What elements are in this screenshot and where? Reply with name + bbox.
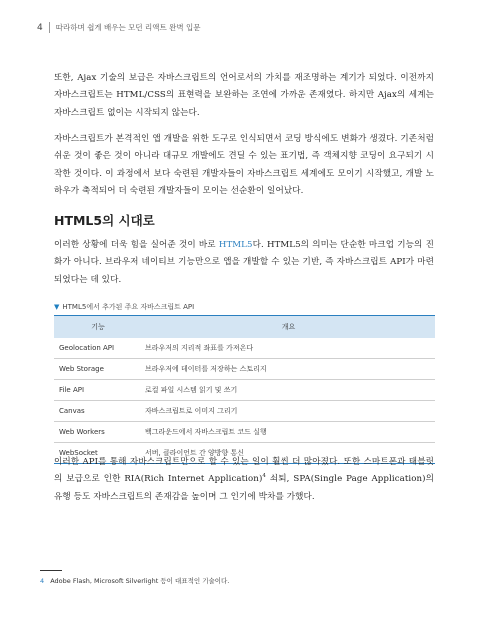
table-row xyxy=(54,401,435,422)
triangle-down-icon: ▼ xyxy=(54,303,60,311)
footnote-divider xyxy=(40,570,62,571)
table-cell-feature: Web Storage xyxy=(54,359,142,380)
paragraph-html5 xyxy=(54,237,434,289)
p3-text-after: 다. HTML5의 의미는 단순한 마크업 기능의 진화가 아니다. 브라우저 네이티브 기능만으로 앱을 개발할 수 있는 기반, 즉 자바스크립트 API가 마련되었다는 데 있다. xyxy=(54,240,434,285)
running-header xyxy=(37,22,200,33)
paragraph-ajax: 또한, Ajax 기술의 보급은 자바스크립트의 언어로서의 가치를 재조명하는 계기가 되었다. 이전까지 자바스크립트는 HTML/CSS의 표현력을 보완하는 조연에 가까운 존재였다. 하지만 Ajax의 세계는 자바스크립트 없이는 시작되지 않는다. xyxy=(54,73,434,118)
table-cell-summary: 브라우저의 지리적 좌표를 가져온다 xyxy=(142,338,435,359)
footnote-text: Adobe Flash, Microsoft Silverlight 등이 대표적인 기술이다. xyxy=(50,577,230,585)
column-header-feature: 기능 xyxy=(54,316,142,339)
api-table xyxy=(54,315,435,464)
table-cell-feature: Web Workers xyxy=(54,422,142,443)
p4-text-before: 이러한 API를 통해 자바스크립트만으로 할 수 있는 일이 훨씬 더 많아졌다. 또한 스마트폰과 태블릿의 보급으로 인한 RIA(Rich Internet Application) xyxy=(54,457,434,485)
table-row xyxy=(54,359,435,380)
book-title: 따라하며 쉽게 배우는 모던 리액트 완벽 입문 xyxy=(55,23,201,32)
table-cell-feature: File API xyxy=(54,380,142,401)
table-cell-feature: Canvas xyxy=(54,401,142,422)
table-cell-feature: Geolocation API xyxy=(54,338,142,359)
column-header-summary: 개요 xyxy=(142,316,435,339)
table-caption-text: HTML5에서 추가된 주요 자바스크립트 API xyxy=(62,303,195,311)
table-cell-feature: WebSocket xyxy=(54,443,142,464)
section-heading: HTML5의 시대로 xyxy=(54,213,155,228)
table-row xyxy=(54,380,435,401)
table-cell-summary: 로컬 파일 시스템 읽기 및 쓰기 xyxy=(142,380,435,401)
table-cell-summary: 브라우저에 데이터를 저장하는 스토리지 xyxy=(142,359,435,380)
footnote-ref[interactable]: 4 xyxy=(262,473,267,480)
footnote-number: 4 xyxy=(40,577,45,585)
p4-text-after: 쇠퇴, SPA(Single Page Application)의 유행 등도 자바스크립트의 존재감을 높이며 그 인기에 박차를 가했다. xyxy=(54,474,434,502)
table-row xyxy=(54,338,435,359)
footnote xyxy=(40,576,229,585)
table-cell-summary: 자바스크립트로 이미지 그리기 xyxy=(142,401,435,422)
table-cell-summary: 백그라운드에서 자바스크립트 코드 실행 xyxy=(142,422,435,443)
table-header-row xyxy=(54,316,435,339)
header-divider xyxy=(49,22,50,33)
table-row xyxy=(54,422,435,443)
p3-text-before: 이러한 상황에 더욱 힘을 실어준 것이 바로 xyxy=(54,240,219,250)
html5-link[interactable]: HTML5 xyxy=(218,240,253,250)
paragraph-oop: 자바스크립트가 본격적인 앱 개발을 위한 도구로 인식되면서 코딩 방식에도 변화가 생겼다. 기존처럼 쉬운 것이 좋은 것이 아니라 대규모 개발에도 견딜 수 있는 표기법, 즉 객체지향 코딩이 요구되기 시작한 것이다. 이 과정에서 보다 숙련된 개발자들이 자바스크립트 세계에도 모이기 시작했고, 개발 노하우가 축적되어 더 숙련된 개발자들이 모이는 선순환이 일어났다. xyxy=(54,134,434,197)
page-number: 4 xyxy=(37,22,43,33)
paragraph-api xyxy=(54,454,434,506)
table-caption xyxy=(54,302,194,312)
table-cell-summary: 서버, 클라이언트 간 양방향 통신 xyxy=(142,443,435,464)
